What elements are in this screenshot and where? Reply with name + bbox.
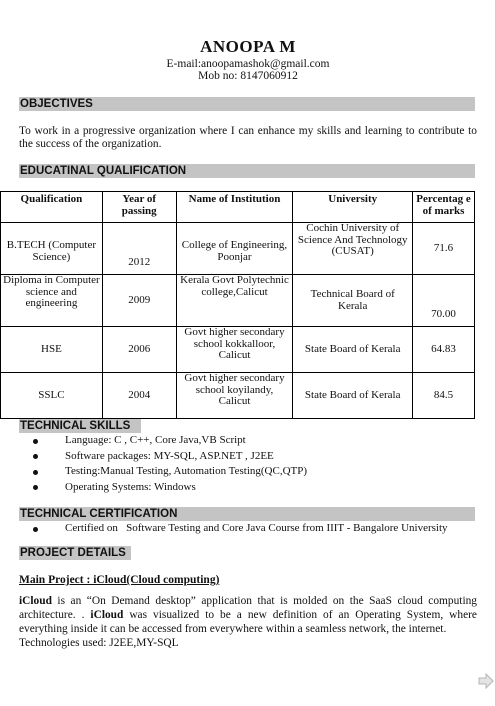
bullet-icon xyxy=(33,527,38,532)
list-item xyxy=(19,521,448,537)
list-item xyxy=(19,480,307,496)
bullet-icon xyxy=(33,485,38,490)
skill-text: Testing:Manual Testing, Automation Testing(QC,QTP) xyxy=(65,465,308,477)
certification-list xyxy=(19,521,448,537)
table-cell: 2004 xyxy=(102,373,176,419)
project-description xyxy=(19,594,477,650)
table-cell: Govt higher secondary school kokkalloor, Calicut xyxy=(176,327,293,373)
bullet-icon xyxy=(33,439,38,444)
table-cell: B.TECH (Computer Science) xyxy=(1,223,103,275)
technical-skills-list xyxy=(19,433,307,495)
table-cell: 64.83 xyxy=(413,327,475,373)
objectives-heading: OBJECTIVES xyxy=(19,97,475,111)
col-header: Year of passing xyxy=(102,192,176,223)
project-heading: PROJECT DETAILS xyxy=(19,546,131,560)
technical-skills-heading: TECHNICAL SKILLS xyxy=(19,419,141,433)
list-item xyxy=(19,464,307,480)
arrow-right-icon[interactable] xyxy=(478,673,494,689)
table-cell: State Board of Kerala xyxy=(293,373,413,419)
project-name: iCloud xyxy=(19,595,52,607)
bullet-icon xyxy=(33,470,38,475)
table-cell: Cochin University of Science And Technology (CUSAT) xyxy=(293,223,413,275)
table-cell: SSLC xyxy=(1,373,103,419)
project-name-repeat: iCloud xyxy=(90,609,124,621)
table-row xyxy=(1,223,475,275)
project-desc-part1: is an “On Demand desktop” application that is molded on the SaaS cloud computing architecture. . xyxy=(19,595,477,621)
col-header: Qualification xyxy=(1,192,103,223)
table-cell: HSE xyxy=(1,327,103,373)
project-desc-part2: was visualized to be a new definition of an Operating System, where everything inside it can be accessed from everywhere within a seamless network, the internet. xyxy=(19,609,477,635)
table-row xyxy=(1,373,475,419)
table-cell: College of Engineering, Poonjar xyxy=(176,223,293,275)
col-header: Name of Institution xyxy=(176,192,293,223)
technologies-used: Technologies used: J2EE,MY-SQL xyxy=(19,637,179,649)
table-cell: 2009 xyxy=(102,275,176,327)
table-cell: State Board of Kerala xyxy=(293,327,413,373)
bullet-icon xyxy=(33,454,38,459)
email-text: E-mail:anoopamashok@gmail.com xyxy=(166,58,330,70)
table-cell: Technical Board of Kerala xyxy=(293,275,413,327)
certification-text: Certified on Software Testing and Core Java Course from IIIT - Bangalore University xyxy=(65,522,448,534)
education-table xyxy=(0,191,475,419)
objectives-text: To work in a progressive organization where I can enhance my skills and learning to contribute to the success of the organization. xyxy=(19,125,477,150)
candidate-name: ANOOPA M xyxy=(200,37,296,56)
mobile-text: Mob no: 8147060912 xyxy=(198,70,298,82)
table-cell: 84.5 xyxy=(413,373,475,419)
table-row xyxy=(1,327,475,373)
list-item xyxy=(19,433,307,449)
col-header: University xyxy=(293,192,413,223)
table-cell: 2006 xyxy=(102,327,176,373)
table-cell: 71.6 xyxy=(413,223,475,275)
table-header-row xyxy=(1,192,475,223)
table-cell: 70.00 xyxy=(413,275,475,327)
skill-text: Operating Systems: Windows xyxy=(65,480,196,493)
table-cell: Diploma in Computer science and engineering xyxy=(1,275,103,327)
certification-heading: TECHNICAL CERTIFICATION xyxy=(19,507,475,521)
main-project-title: Main Project : iCloud(Cloud computing) xyxy=(19,574,220,586)
skill-text: Language: C , C++, Core Java,VB Script xyxy=(65,434,246,446)
table-cell: Govt higher secondary school koyilandy, Calicut xyxy=(176,373,293,419)
education-heading: EDUCATINAL QUALIFICATION xyxy=(19,164,475,178)
table-cell: Kerala Govt Polytechnic college,Calicut xyxy=(176,275,293,327)
list-item xyxy=(19,449,307,465)
skill-text: Software packages: MY-SQL, ASP.NET , J2EE xyxy=(65,449,274,462)
table-cell: 2012 xyxy=(102,223,176,275)
table-row xyxy=(1,275,475,327)
col-header: Percentag e of marks xyxy=(413,192,475,223)
